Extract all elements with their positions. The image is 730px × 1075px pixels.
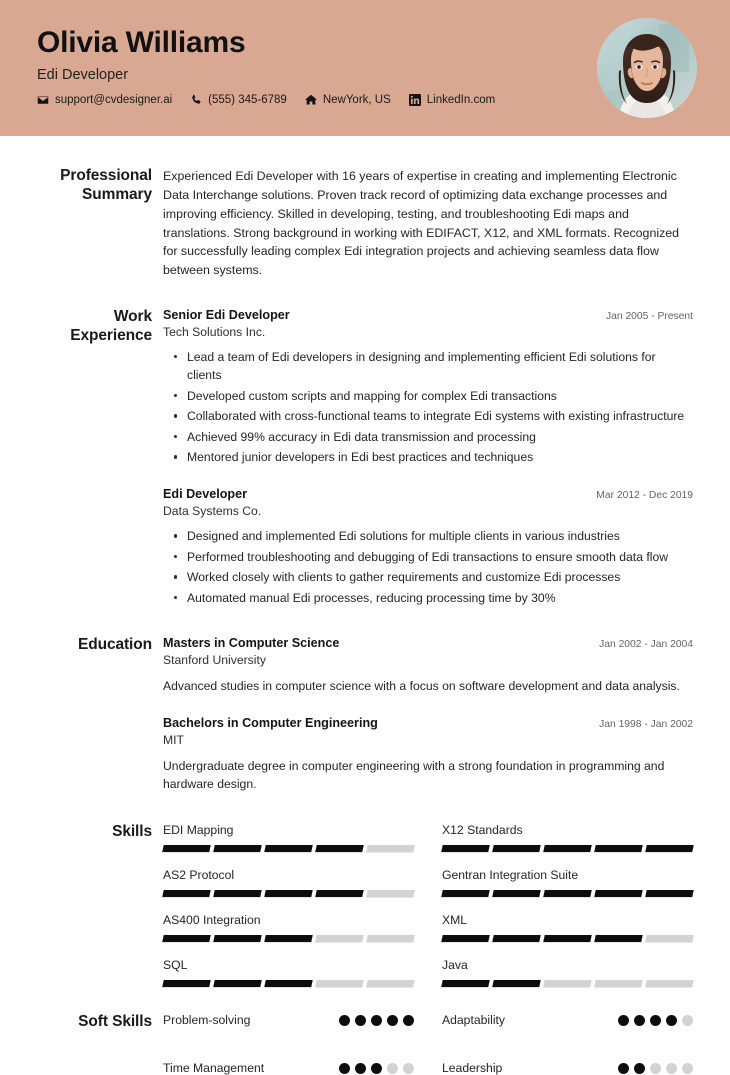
list-item: Mentored junior developers in Edi best practices and techniques [187,448,693,466]
list-item: Automated manual Edi processes, reducing processing time by 30% [187,589,693,607]
contact-linkedin-text: LinkedIn.com [426,94,496,106]
skill-level-segment [213,980,261,987]
education-entry [163,716,693,794]
list-item: Lead a team of Edi developers in designing and implementing efficient Edi solutions for clients [187,348,693,384]
section-label-education: Education [77,635,152,653]
work-entry-company: Data Systems Co. [163,504,262,519]
soft-skill-item [442,1061,693,1075]
education-entry-description: Advanced studies in computer science with a focus on software development and data analysis. [163,678,680,693]
rating-dot [666,1015,677,1026]
soft-skill-rating [339,1015,414,1026]
rating-dot [387,1063,398,1074]
list-item: Performed troubleshooting and debugging of Edi transactions to ensure smooth data flow [187,548,693,566]
section-label-skills: Skills [112,823,152,841]
work-entry [163,487,693,607]
work-entry-bullets [163,348,693,466]
skill-level-segment [162,845,210,852]
education-entry-date: Jan 1998 - Jan 2002 [599,718,693,730]
rating-dot [371,1063,382,1074]
list-item: Developed custom scripts and mapping for complex Edi transactions [187,387,693,405]
resume-header [0,0,730,136]
skill-level-segment [645,935,693,942]
section-label-summary: Professional Summary [60,167,152,203]
section-skills [37,795,693,987]
rating-dot [371,1015,382,1026]
soft-skill-item [442,1013,693,1027]
skill-name: EDI Mapping [163,823,234,838]
skill-level-segment [492,890,540,897]
contact-location[interactable] [305,94,391,106]
skill-level-segment [264,935,312,942]
skill-item [442,913,693,942]
soft-skill-name: Leadership [442,1061,503,1075]
education-entry-header [163,636,693,650]
rating-dot [634,1015,645,1026]
skill-level-segment [264,980,312,987]
skill-level-segment [543,935,591,942]
education-entry-school: MIT [163,732,184,747]
contact-email[interactable] [37,94,172,106]
soft-skill-rating [339,1063,414,1074]
page-title: Olivia Williams [37,26,246,59]
skill-level-segment [594,935,642,942]
skill-level-segment [441,890,489,897]
soft-skill-item [163,1013,414,1027]
skill-item [163,913,414,942]
skill-level-segment [213,890,261,897]
list-item: Collaborated with cross-functional teams to integrate Edi systems with existing infrastructure [187,407,693,425]
phone-icon [190,94,202,106]
soft-skill-name: Time Management [163,1061,265,1075]
education-entry-school: Stanford University [163,652,266,667]
contact-email-text: support@cvdesigner.ai [55,94,173,106]
list-item: Achieved 99% accuracy in Edi data transmission and processing [187,428,693,446]
soft-skill-rating [618,1015,693,1026]
home-icon [305,94,317,106]
avatar [597,18,697,118]
work-entry-date: Mar 2012 - Dec 2019 [596,490,693,502]
skill-level-segment [594,980,642,987]
skill-name: AS400 Integration [163,913,261,928]
skill-level-segment [315,845,363,852]
section-label-work: Work Experience [70,308,152,344]
soft-skill-name: Problem-solving [163,1013,251,1028]
skill-level-bar [163,845,414,852]
profile-photo-image [597,18,697,118]
skill-level-segment [441,980,489,987]
skill-level-bar [163,935,414,942]
linkedin-icon [409,94,421,106]
skill-level-bar [442,980,693,987]
skill-level-segment [315,935,363,942]
skill-level-segment [213,935,261,942]
skill-level-segment [594,890,642,897]
rating-dot [355,1063,366,1074]
rating-dot [650,1063,661,1074]
contact-phone-text: (555) 345-6789 [208,94,287,106]
work-entry-date: Jan 2005 - Present [605,311,693,323]
skill-name: AS2 Protocol [163,868,235,883]
rating-dot [666,1063,677,1074]
summary-text: Experienced Edi Developer with 16 years of expertise in creating and implementing Electronic Data Interchange solutions. Proven track record of optimizing data exchange processes and improving efficiency. Skilled in developing, testing, and troubleshooting Edi maps and translations. Strong background in working with EDIFACT, X12, and XML formats. Recognized for successfully leading complex Edi integration projects and achieving seamless data flow between systems. [163,169,680,278]
contact-linkedin[interactable] [409,94,495,106]
skill-level-segment [366,890,414,897]
skill-level-segment [645,890,693,897]
skill-name: XML [442,913,468,928]
skill-item [163,823,414,852]
skill-level-bar [163,890,414,897]
section-label-soft-skills: Soft Skills [78,1013,152,1031]
rating-dot [355,1015,366,1026]
skill-level-segment [264,890,312,897]
skill-level-segment [162,890,210,897]
contact-location-text: NewYork, US [322,94,391,106]
skill-item [442,958,693,987]
education-entry [163,636,693,695]
education-entry-description: Undergraduate degree in computer engineering with a strong foundation in programming and hardware design. [163,758,665,792]
skill-level-segment [315,980,363,987]
skill-item [163,958,414,987]
soft-skill-name: Adaptability [442,1013,506,1028]
skill-level-segment [366,935,414,942]
skill-level-segment [264,845,312,852]
skill-level-segment [492,980,540,987]
skill-level-segment [315,890,363,897]
rating-dot [618,1015,629,1026]
skill-level-segment [543,890,591,897]
skill-level-segment [366,980,414,987]
skill-level-segment [543,980,591,987]
work-entry [163,308,693,466]
skill-level-segment [543,845,591,852]
skill-level-segment [594,845,642,852]
skill-name: Gentran Integration Suite [442,868,579,883]
education-entry-header [163,716,693,730]
skill-level-segment [492,845,540,852]
skill-item [163,868,414,897]
section-professional-summary [37,136,693,280]
section-work-experience [37,280,693,609]
skill-item [442,868,693,897]
skill-level-segment [441,845,489,852]
contact-phone[interactable] [190,94,287,106]
education-entry-degree: Bachelors in Computer Engineering [163,715,378,730]
work-entry-bullets [163,527,693,607]
rating-dot [339,1063,350,1074]
skill-level-segment [162,980,210,987]
rating-dot [682,1063,693,1074]
skill-level-segment [162,935,210,942]
skill-level-segment [645,980,693,987]
list-item: Worked closely with clients to gather requirements and customize Edi processes [187,568,693,586]
rating-dot [339,1015,350,1026]
work-entry-header [163,308,693,322]
skill-level-bar [442,935,693,942]
list-item: Designed and implemented Edi solutions for multiple clients in various industries [187,527,693,545]
education-entry-date: Jan 2002 - Jan 2004 [599,638,693,650]
work-entry-title: Edi Developer [163,487,247,502]
skill-level-bar [442,845,693,852]
soft-skills-grid [163,1013,693,1075]
work-entry-company: Tech Solutions Inc. [163,325,266,340]
job-title: Edi Developer [37,67,129,83]
rating-dot [650,1015,661,1026]
work-entry-title: Senior Edi Developer [163,308,290,323]
soft-skill-rating [618,1063,693,1074]
rating-dot [682,1015,693,1026]
skills-grid [163,823,693,987]
rating-dot [618,1063,629,1074]
envelope-icon [37,94,49,106]
education-entry-degree: Masters in Computer Science [163,635,340,650]
skill-level-bar [442,890,693,897]
skill-level-segment [441,935,489,942]
rating-dot [403,1015,414,1026]
contact-list [37,94,495,106]
rating-dot [387,1015,398,1026]
skill-level-segment [213,845,261,852]
section-soft-skills [37,987,693,1075]
skill-level-segment [645,845,693,852]
skill-level-segment [492,935,540,942]
rating-dot [634,1063,645,1074]
section-education [37,610,693,796]
skill-name: Java [442,958,468,973]
work-entry-header [163,487,693,501]
rating-dot [403,1063,414,1074]
skill-level-segment [366,845,414,852]
skill-item [442,823,693,852]
skill-level-bar [163,980,414,987]
skill-name: X12 Standards [442,823,523,838]
soft-skill-item [163,1061,414,1075]
skill-name: SQL [163,958,188,973]
